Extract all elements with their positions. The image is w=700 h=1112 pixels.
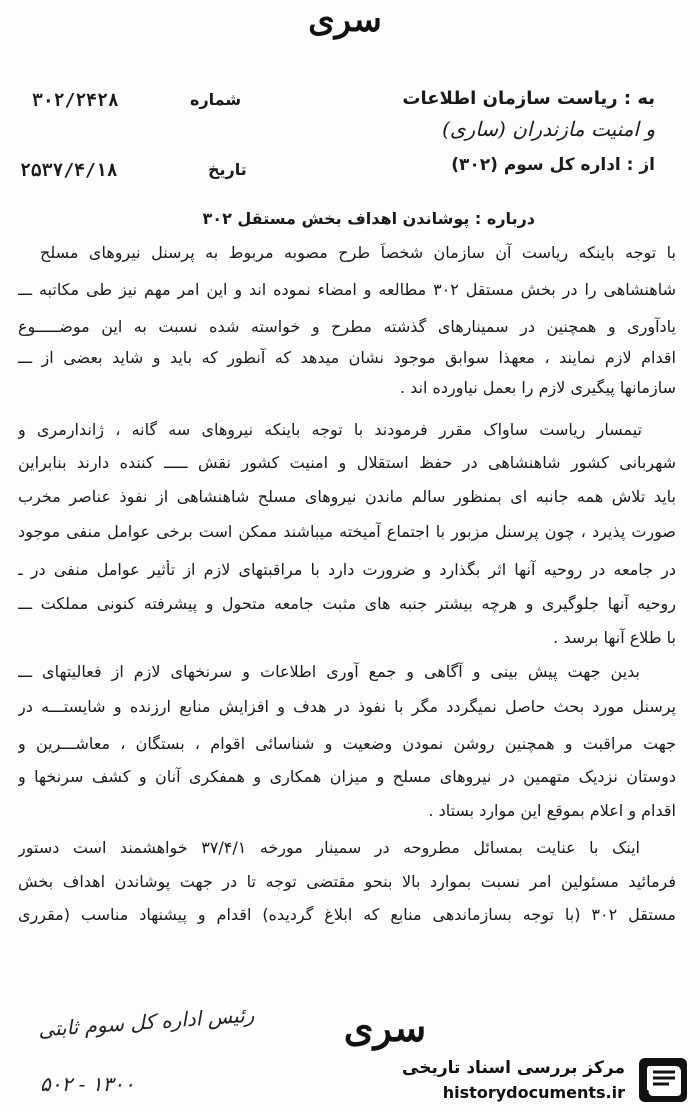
document-scroll-icon <box>635 1054 691 1106</box>
recipient-line-1: به : ریاست سازمان اطلاعات <box>402 88 655 109</box>
watermark-title: مرکز بررسی اسناد تاریخی <box>402 1058 625 1078</box>
body-line: باید تلاش همه جانبه ای بمنظور سالم ماندن نیروهای مسلح شاهنشاهی از نفوذ عناصر مخرب <box>18 487 676 506</box>
body-line: مستقل ۳۰۲ (با توجه بسازماندهی منابع که ابلاغ گردیده) اقدام و پیشنهاد مناسب (مقرری <box>18 905 676 924</box>
letter-date: ۲۵۳۷/۴/۱۸ <box>20 160 118 181</box>
archive-number: ۵۰۲ - ۱۳۰۰ <box>40 1072 135 1096</box>
body-line: شهربانی کشور شاهنشاهی در حفظ استقلال و امنیت کشور نقش ـــــ کننده دارند بنابراین <box>18 453 676 472</box>
body-line: جهت مراقبت و همچنین روشن نمودن وضعیت و شناسائی اقوام ، بستگان ، معاشـــرین و <box>18 734 676 753</box>
body-line: تیمسار ریاست ساواک مقرر فرمودند با توجه باینکه نیروهای سه گانه ، ژاندارمری و <box>18 420 642 439</box>
letter-number: ۳۰۲/۲۴۲۸ <box>32 90 119 111</box>
body-line: دوستان نزدیک متهمین در نیروهای مسلح و میزان همکاری و همفکری آنان و کشف سرنخها و <box>18 767 676 786</box>
body-line: سازمانها پیگیری لازم را بعمل نیاورده اند . <box>399 378 676 397</box>
letter-subject: درباره : پوشاندن اهداف بخش مستقل ۳۰۲ <box>202 209 535 228</box>
handwritten-signature: رئیس اداره کل سوم ثابتی <box>37 1002 255 1042</box>
body-line: یادآوری و همچنین در سمینارهای گذشته مطرح و خواسته شده نسبت به این موضـــــوع <box>18 317 676 336</box>
body-line: روحیه آنها جلوگیری و هرچه بیشتر جنبه های مثبت جامعه متحول و پیشرفته کنونی مملکت ـــ <box>18 594 676 613</box>
number-label: شماره <box>190 90 242 109</box>
body-line: اقدام لازم نمایند ، معهذا سوابق موجود نشان میدهد که آنطور که باید و شاید بعضی از ـــ <box>18 348 676 367</box>
body-line: در جامعه در روحیه آنها اثر بگذارد و ضرورت دارد با مراقبتهای لازم از تأثیر عوامل منفی در ـ <box>18 560 676 579</box>
recipient-line-2: و امنیت مازندران (ساری) <box>442 117 655 141</box>
body-line: بدین جهت پیش بینی و آگاهی و جمع آوری اطلاعات و سرنخهای لازم از فعالیتهای ـــ <box>18 662 640 681</box>
classification-stamp-bottom: سری <box>343 1005 427 1050</box>
watermark-url: historydocuments.ir <box>442 1083 625 1102</box>
watermark <box>402 1052 695 1108</box>
body-line: با طلاع آنها برسد . <box>553 628 676 647</box>
body-line: شاهنشاهی را در بخش مستقل ۳۰۲ مطالعه و امضاء نموده اند و این امر مهم نیز طی مکاتبه ـــ <box>18 280 676 299</box>
classification-stamp-top: سری <box>308 0 382 40</box>
body-line: صورت پذیرد ، چون پرسنل مزبور با اجتماع آمیخته میباشند ممکن است برخی عوامل منفی موجود <box>18 522 676 541</box>
sender-line: از : اداره کل سوم (۳۰۲) <box>451 155 655 175</box>
date-label: تاریخ <box>208 160 247 179</box>
body-line: پرسنل مورد بحث حاصل نمیگردد مگر با نفوذ در هدف و افزایش منابع ارزنده و شایستـــه در <box>18 697 676 716</box>
body-line: اینک با عنایت بمسائل مطروحه در سمینار مورخه ۳۷/۴/۱ خواهشمند است دستور <box>18 838 640 857</box>
body-line: فرمائید مسئولین امر نسبت بموارد بالا بنحو مقتضی توجه تا در جهت پوشاندن اهداف بخش <box>18 872 676 891</box>
body-line: با توجه باینکه ریاست آن سازمان شخصاً طرح مصوبه مربوط به پرسنل نیروهای مسلح <box>40 243 676 262</box>
body-line: اقدام و اعلام بموقع این موارد بستاد . <box>428 801 676 820</box>
